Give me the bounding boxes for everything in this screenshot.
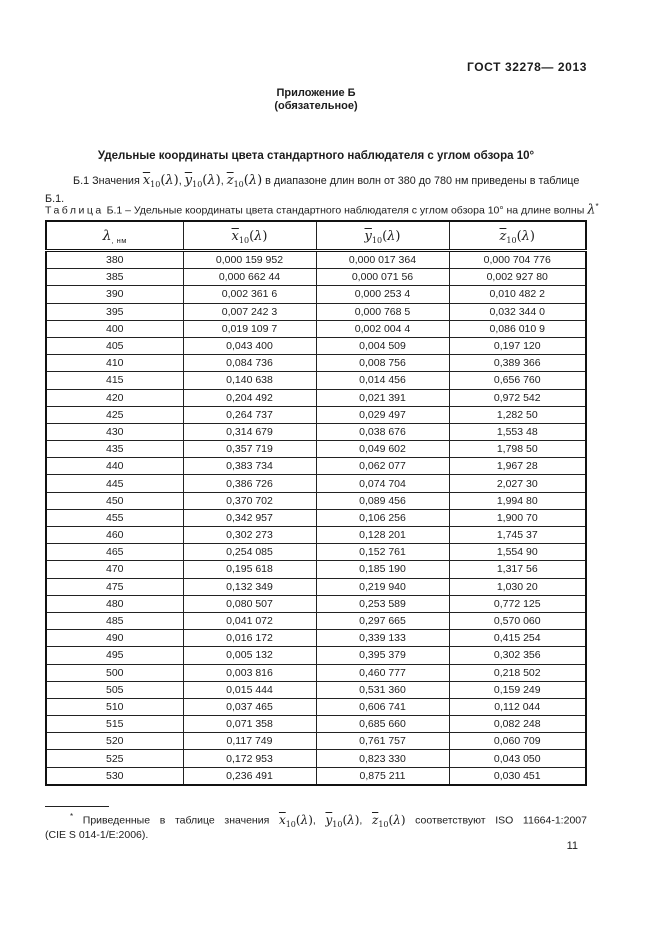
x-value-cell: 0,302 273: [183, 527, 316, 544]
table-row: [46, 441, 586, 458]
z-value-cell: 0,082 248: [449, 716, 586, 733]
x-value-cell: 0,037 465: [183, 698, 316, 715]
ybar10-formula: $\overline{y}_{10}(\lambda)$: [364, 228, 401, 245]
x-value-cell: 0,132 349: [183, 578, 316, 595]
z-value-cell: 0,002 927 80: [449, 269, 586, 286]
z-value-cell: 0,218 502: [449, 664, 586, 681]
y-value-cell: 0,339 133: [316, 630, 449, 647]
x-value-cell: 0,000 159 952: [183, 251, 316, 269]
wavelength-cell: 510: [46, 698, 183, 715]
x-value-cell: 0,172 953: [183, 750, 316, 767]
y-value-cell: 0,606 741: [316, 698, 449, 715]
z-value-cell: 1,317 56: [449, 561, 586, 578]
xbar10-formula: $\overline{x}_{10}(\lambda)$: [231, 228, 268, 245]
wavelength-cell: 520: [46, 733, 183, 750]
x-value-cell: 0,204 492: [183, 389, 316, 406]
comma: ,: [220, 175, 224, 187]
z-value-cell: 0,030 451: [449, 767, 586, 785]
wavelength-cell: 495: [46, 647, 183, 664]
wavelength-cell: 390: [46, 286, 183, 303]
table-row: [46, 681, 586, 698]
x-value-cell: 0,043 400: [183, 337, 316, 354]
z-value-cell: 1,745 37: [449, 527, 586, 544]
z-value-cell: 1,900 70: [449, 509, 586, 526]
table-row: [46, 716, 586, 733]
wavelength-cell: 405: [46, 337, 183, 354]
y-value-cell: 0,008 756: [316, 355, 449, 372]
z-value-cell: 0,389 366: [449, 355, 586, 372]
wavelength-cell: 455: [46, 509, 183, 526]
table-row: [46, 492, 586, 509]
wavelength-cell: 505: [46, 681, 183, 698]
wavelength-cell: 475: [46, 578, 183, 595]
footnote: [45, 810, 587, 842]
ybar10-formula: $\overline{y}_{10}(\lambda)$: [325, 812, 360, 829]
appendix-subtitle: (обязательное): [274, 99, 358, 112]
y-value-cell: 0,000 253 4: [316, 286, 449, 303]
wavelength-cell: 420: [46, 389, 183, 406]
table-row: [46, 372, 586, 389]
footnote-mark: *: [70, 812, 74, 821]
table-row: [46, 458, 586, 475]
z-value-cell: 0,032 344 0: [449, 303, 586, 320]
zbar10-formula: $\overline{z}_{10}(\lambda)$: [226, 173, 263, 189]
x-value-cell: 0,019 109 7: [183, 320, 316, 337]
y-value-cell: 0,021 391: [316, 389, 449, 406]
y-value-cell: 0,761 757: [316, 733, 449, 750]
z-value-cell: 0,000 704 776: [449, 251, 586, 269]
y-value-cell: 0,074 704: [316, 475, 449, 492]
table-row: [46, 767, 586, 785]
wavelength-cell: 450: [46, 492, 183, 509]
table-row: [46, 406, 586, 423]
y-value-cell: 0,062 077: [316, 458, 449, 475]
x-value-cell: 0,383 734: [183, 458, 316, 475]
footnote-mark: *: [595, 202, 599, 211]
y-value-cell: 0,089 456: [316, 492, 449, 509]
z-value-cell: 0,972 542: [449, 389, 586, 406]
y-value-cell: 0,823 330: [316, 750, 449, 767]
x-value-cell: 0,117 749: [183, 733, 316, 750]
z-value-cell: 2,027 30: [449, 475, 586, 492]
y-value-cell: 0,152 761: [316, 544, 449, 561]
wavelength-cell: 445: [46, 475, 183, 492]
table-row: [46, 527, 586, 544]
z-value-cell: 1,554 90: [449, 544, 586, 561]
y-value-cell: 0,000 768 5: [316, 303, 449, 320]
z-value-cell: 0,060 709: [449, 733, 586, 750]
x-value-cell: 0,386 726: [183, 475, 316, 492]
z-value-cell: 0,112 044: [449, 698, 586, 715]
table-row: [46, 251, 586, 269]
xbar10-formula: $\overline{x}_{10}(\lambda)$: [142, 173, 179, 189]
z-value-cell: 0,043 050: [449, 750, 586, 767]
x-value-cell: 0,003 816: [183, 664, 316, 681]
x-value-cell: 0,071 358: [183, 716, 316, 733]
footnote-text1: Приведенные в таблице значения: [82, 814, 270, 827]
z-value-cell: 1,967 28: [449, 458, 586, 475]
y-value-cell: 0,460 777: [316, 664, 449, 681]
page-number: 11: [566, 840, 578, 852]
wavelength-cell: 430: [46, 423, 183, 440]
x-value-cell: 0,195 618: [183, 561, 316, 578]
x-value-cell: 0,140 638: [183, 372, 316, 389]
y-value-cell: 0,000 017 364: [316, 251, 449, 269]
y-value-cell: 0,531 360: [316, 681, 449, 698]
wavelength-cell: 460: [46, 527, 183, 544]
table-row: [46, 561, 586, 578]
section-title: Удельные координаты цвета стандартного наблюдателя с углом обзора 10°: [97, 150, 535, 162]
table-row: [46, 286, 586, 303]
wavelength-cell: 435: [46, 441, 183, 458]
table-row: [46, 544, 586, 561]
wavelength-cell: 480: [46, 595, 183, 612]
ybar10-formula: $\overline{y}_{10}(\lambda)$: [184, 173, 221, 189]
x-value-cell: 0,080 507: [183, 595, 316, 612]
comma: ,: [312, 814, 316, 827]
table-row: [46, 509, 586, 526]
y-value-cell: 0,049 602: [316, 441, 449, 458]
wavelength-cell: 470: [46, 561, 183, 578]
y-value-cell: 0,297 665: [316, 612, 449, 629]
z-value-cell: 0,656 760: [449, 372, 586, 389]
x-value-cell: 0,007 242 3: [183, 303, 316, 320]
table-row: [46, 269, 586, 286]
y-value-cell: 0,004 509: [316, 337, 449, 354]
table-row: [46, 647, 586, 664]
wavelength-cell: 400: [46, 320, 183, 337]
wavelength-cell: 440: [46, 458, 183, 475]
z-value-cell: 0,197 120: [449, 337, 586, 354]
wavelength-cell: 515: [46, 716, 183, 733]
y-value-cell: 0,128 201: [316, 527, 449, 544]
wavelength-cell: 415: [46, 372, 183, 389]
table-row: [46, 423, 586, 440]
z-value-cell: 1,282 50: [449, 406, 586, 423]
caption-text: Б.1 – Удельные координаты цвета стандартного наблюдателя с углом обзора 10° на длине волны: [106, 204, 585, 217]
x-value-cell: 0,370 702: [183, 492, 316, 509]
x-value-cell: 0,005 132: [183, 647, 316, 664]
wavelength-cell: 485: [46, 612, 183, 629]
caption-word: Таблица: [45, 204, 104, 217]
x-value-cell: 0,084 736: [183, 355, 316, 372]
y-value-cell: 0,002 004 4: [316, 320, 449, 337]
x-value-cell: 0,254 085: [183, 544, 316, 561]
y-value-cell: 0,685 660: [316, 716, 449, 733]
zbar10-formula: $\overline{z}_{10}(\lambda)$: [372, 812, 406, 829]
footnote-line1: [45, 810, 587, 829]
y-value-cell: 0,875 211: [316, 767, 449, 785]
table-row: [46, 355, 586, 372]
z-value-cell: 0,086 010 9: [449, 320, 586, 337]
x-value-cell: 0,015 444: [183, 681, 316, 698]
z-value-cell: 1,798 50: [449, 441, 586, 458]
y-value-cell: 0,029 497: [316, 406, 449, 423]
x-value-cell: 0,016 172: [183, 630, 316, 647]
y-value-cell: 0,185 190: [316, 561, 449, 578]
col-header-wavelength: λ, нм: [46, 221, 183, 251]
table-row: [46, 612, 586, 629]
z-value-cell: 0,772 125: [449, 595, 586, 612]
col-header-x: [183, 221, 316, 251]
table-row: [46, 664, 586, 681]
z-value-cell: 0,415 254: [449, 630, 586, 647]
x-value-cell: 0,342 957: [183, 509, 316, 526]
x-value-cell: 0,041 072: [183, 612, 316, 629]
intro-label: Б.1 Значения: [73, 175, 140, 187]
z-value-cell: 1,994 80: [449, 492, 586, 509]
wavelength-cell: 410: [46, 355, 183, 372]
appendix-heading: [45, 87, 587, 112]
zbar10-formula: $\overline{z}_{10}(\lambda)$: [499, 228, 535, 245]
table-row: [46, 698, 586, 715]
y-value-cell: 0,014 456: [316, 372, 449, 389]
table-row: [46, 337, 586, 354]
col-header-y: [316, 221, 449, 251]
x-value-cell: 0,000 662 44: [183, 269, 316, 286]
appendix-title: Приложение Б: [276, 87, 356, 99]
table-row: [46, 595, 586, 612]
x-value-cell: 0,314 679: [183, 423, 316, 440]
table-row: [46, 475, 586, 492]
table-row: [46, 750, 586, 767]
table-row: [46, 320, 586, 337]
z-value-cell: 1,030 20: [449, 578, 586, 595]
x-value-cell: 0,264 737: [183, 406, 316, 423]
z-value-cell: 0,302 356: [449, 647, 586, 664]
footnote-line2: (CIE S 014-1/E:2006).: [45, 828, 149, 841]
table-caption: [45, 202, 605, 218]
z-value-cell: 0,159 249: [449, 681, 586, 698]
x-value-cell: 0,002 361 6: [183, 286, 316, 303]
table-row: [46, 733, 586, 750]
z-value-cell: 0,570 060: [449, 612, 586, 629]
doc-number: ГОСТ 32278— 2013: [466, 60, 587, 74]
footnote-rule: [45, 806, 109, 807]
color-coordinates-table: [45, 220, 587, 786]
table-row: [46, 630, 586, 647]
intro-suffix: в диапазоне длин волн от 380 до 780 нм приведены в таблице Б.1.: [45, 175, 580, 205]
x-value-cell: 0,236 491: [183, 767, 316, 785]
wavelength-cell: 500: [46, 664, 183, 681]
y-value-cell: 0,038 676: [316, 423, 449, 440]
comma: ,: [359, 814, 363, 827]
footnote-text2: соответствуют ISO 11664-1:2007: [415, 814, 587, 827]
table-header-row: [46, 221, 586, 251]
y-value-cell: 0,106 256: [316, 509, 449, 526]
y-value-cell: 0,253 589: [316, 595, 449, 612]
wavelength-cell: 465: [46, 544, 183, 561]
wavelength-cell: 395: [46, 303, 183, 320]
wavelength-cell: 380: [46, 251, 183, 269]
table-row: [46, 303, 586, 320]
y-value-cell: 0,395 379: [316, 647, 449, 664]
wavelength-cell: 525: [46, 750, 183, 767]
xbar10-formula: $\overline{x}_{10}(\lambda)$: [278, 812, 313, 829]
wavelength-cell: 490: [46, 630, 183, 647]
wavelength-cell: 425: [46, 406, 183, 423]
z-value-cell: 0,010 482 2: [449, 286, 586, 303]
wavelength-cell: 530: [46, 767, 183, 785]
z-value-cell: 1,553 48: [449, 423, 586, 440]
y-value-cell: 0,000 071 56: [316, 269, 449, 286]
col-header-z: [449, 221, 586, 251]
comma: ,: [178, 175, 182, 187]
table-row: [46, 389, 586, 406]
wavelength-cell: 385: [46, 269, 183, 286]
lambda-symbol: λ: [587, 202, 596, 218]
x-value-cell: 0,357 719: [183, 441, 316, 458]
y-value-cell: 0,219 940: [316, 578, 449, 595]
table-row: [46, 578, 586, 595]
